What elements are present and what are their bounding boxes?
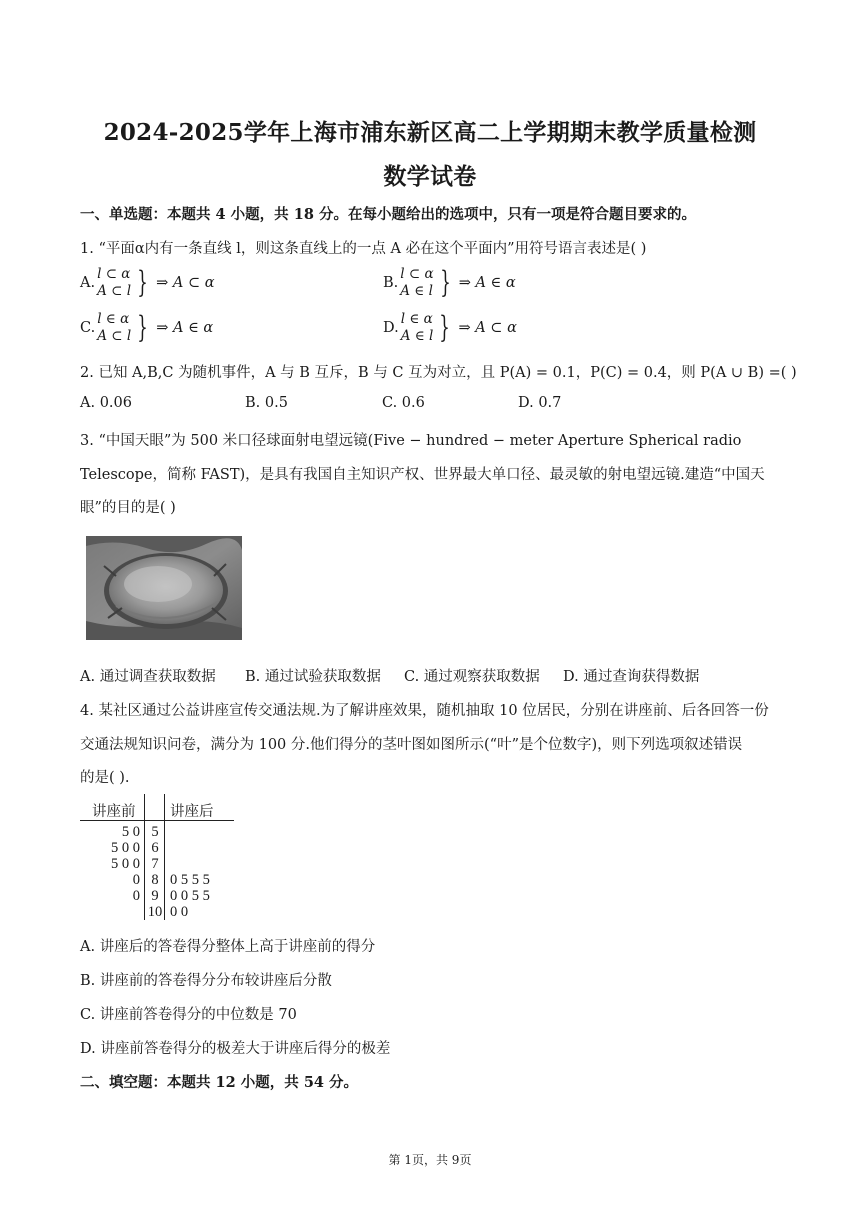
stem-leaf-right-leaves: 0 5 5 5	[170, 872, 210, 888]
stem-leaf-left-leaves: 0	[132, 872, 140, 888]
stem-leaf-right-header: 讲座后	[170, 804, 214, 820]
question-4-option-c: C. 讲座前答卷得分的中位数是 70	[80, 1007, 297, 1023]
option-top-line: l ⊂ α	[400, 266, 434, 282]
stem-leaf-header-line	[80, 820, 234, 821]
question-1-option-a	[80, 266, 215, 300]
option-bottom-line: A ∈ l	[400, 328, 434, 344]
question-4-option-d: D. 讲座前答卷得分的极差大于讲座后得分的极差	[80, 1041, 391, 1057]
brace-symbol: }	[137, 265, 148, 300]
option-top-line: l ∈ α	[400, 311, 433, 327]
option-label: C.	[80, 320, 96, 336]
stem-leaf-left-header: 讲座前	[92, 804, 136, 820]
question-4-option-b: B. 讲座前的答卷得分分布较讲座后分散	[80, 973, 332, 989]
question-4-line-1: 4. 某社区通过公益讲座宣传交通法规.为了解讲座效果，随机抽取 10 位居民，分别在讲座前、后各回答一份	[80, 703, 769, 719]
stem-leaf-right-leaves: 0 0 5 5	[170, 888, 210, 904]
stem-leaf-stem: 8	[151, 872, 159, 888]
option-top-line: l ∈ α	[97, 311, 130, 327]
option-result: ⇒ A ∈ α	[156, 320, 214, 336]
option-result: ⇒ A ⊂ α	[458, 320, 517, 336]
section-heading-1: 一、单选题：本题共 4 小题，共 18 分。在每小题给出的选项中，只有一项是符合题目要求的。	[80, 206, 696, 223]
option-result: ⇒ A ∈ α	[458, 275, 516, 291]
question-3-option-d: D. 通过查询获得数据	[563, 669, 700, 685]
option-top-line: l ⊂ α	[97, 266, 131, 282]
question-4-line-3: 的是( ).	[80, 770, 130, 786]
question-3-line-2: Telescope，简称 FAST)，是具有我国自主知识产权、世界最大单口径、最灵敏的射电望远镜.建造“中国天	[80, 467, 765, 483]
page-subtitle: 数学试卷	[383, 163, 477, 190]
section-heading-2: 二、填空题：本题共 12 小题，共 54 分。	[80, 1074, 359, 1091]
question-2-stem: 2. 已知 A,B,C 为随机事件，A 与 B 互斥，B 与 C 互为对立，且 P(A) = 0.1，P(C) = 0.4，则 P(A ∪ B) =( )	[80, 365, 797, 381]
question-3-option-b: B. 通过试验获取数据	[245, 669, 381, 685]
question-2-option-b: B. 0.5	[245, 395, 288, 411]
stem-leaf-stem: 6	[151, 840, 159, 856]
telescope-photo	[86, 536, 242, 640]
stem-leaf-plot	[80, 794, 240, 924]
stem-leaf-left-leaves: 0	[132, 888, 140, 904]
question-1-option-b	[383, 266, 516, 300]
stem-leaf-divider-left	[144, 794, 145, 920]
question-3-line-3: 眼”的目的是( )	[80, 500, 176, 516]
brace-symbol: }	[439, 265, 451, 300]
option-bottom-line: A ⊂ l	[97, 283, 132, 299]
stem-leaf-stem: 9	[151, 888, 159, 904]
stem-leaf-left-leaves: 5 0	[121, 824, 140, 840]
question-4-option-a: A. 讲座后的答卷得分整体上高于讲座前的得分	[80, 939, 376, 955]
option-bottom-line: A ∈ l	[400, 283, 433, 299]
stem-leaf-stem: 7	[151, 856, 159, 872]
page-footer: 第 1页，共 9页	[388, 1153, 472, 1167]
question-1-option-d	[383, 311, 517, 345]
question-1-stem: 1. “平面α内有一条直线 l，则这条直线上的一点 A 必在这个平面内”用符号语言表述是( )	[80, 241, 647, 257]
brace-symbol: }	[137, 310, 148, 345]
brace-symbol: }	[439, 310, 451, 345]
stem-leaf-right-leaves: 0 0	[170, 904, 189, 920]
stem-leaf-left-leaves: 5 0 0	[111, 856, 140, 872]
stem-leaf-stem: 10	[147, 904, 163, 920]
page-title: 2024-2025学年上海市浦东新区高二上学期期末教学质量检测	[103, 119, 757, 146]
option-label: A.	[80, 275, 96, 291]
option-label: B.	[383, 275, 399, 291]
question-4-line-2: 交通法规知识问卷，满分为 100 分.他们得分的茎叶图如图所示(“叶”是个位数字)，则下列选项叙述错误	[80, 737, 743, 753]
stem-leaf-divider-right	[164, 794, 165, 920]
option-bottom-line: A ⊂ l	[97, 328, 132, 344]
question-3-option-a: A. 通过调查获取数据	[80, 669, 216, 685]
stem-leaf-left-leaves: 5 0 0	[111, 840, 140, 856]
question-2-option-c: C. 0.6	[382, 395, 425, 411]
question-2-option-d: D. 0.7	[518, 395, 562, 411]
question-2-option-a: A. 0.06	[80, 395, 132, 411]
question-3-option-c: C. 通过观察获取数据	[404, 669, 540, 685]
stem-leaf-stem: 5	[151, 824, 159, 840]
question-1-option-c	[80, 311, 213, 345]
option-label: D.	[383, 320, 399, 336]
question-3-line-1: 3. “中国天眼”为 500 米口径球面射电望远镜(Five − hundred − meter Aperture Spherical radio	[80, 433, 742, 449]
option-result: ⇒ A ⊂ α	[156, 275, 215, 291]
